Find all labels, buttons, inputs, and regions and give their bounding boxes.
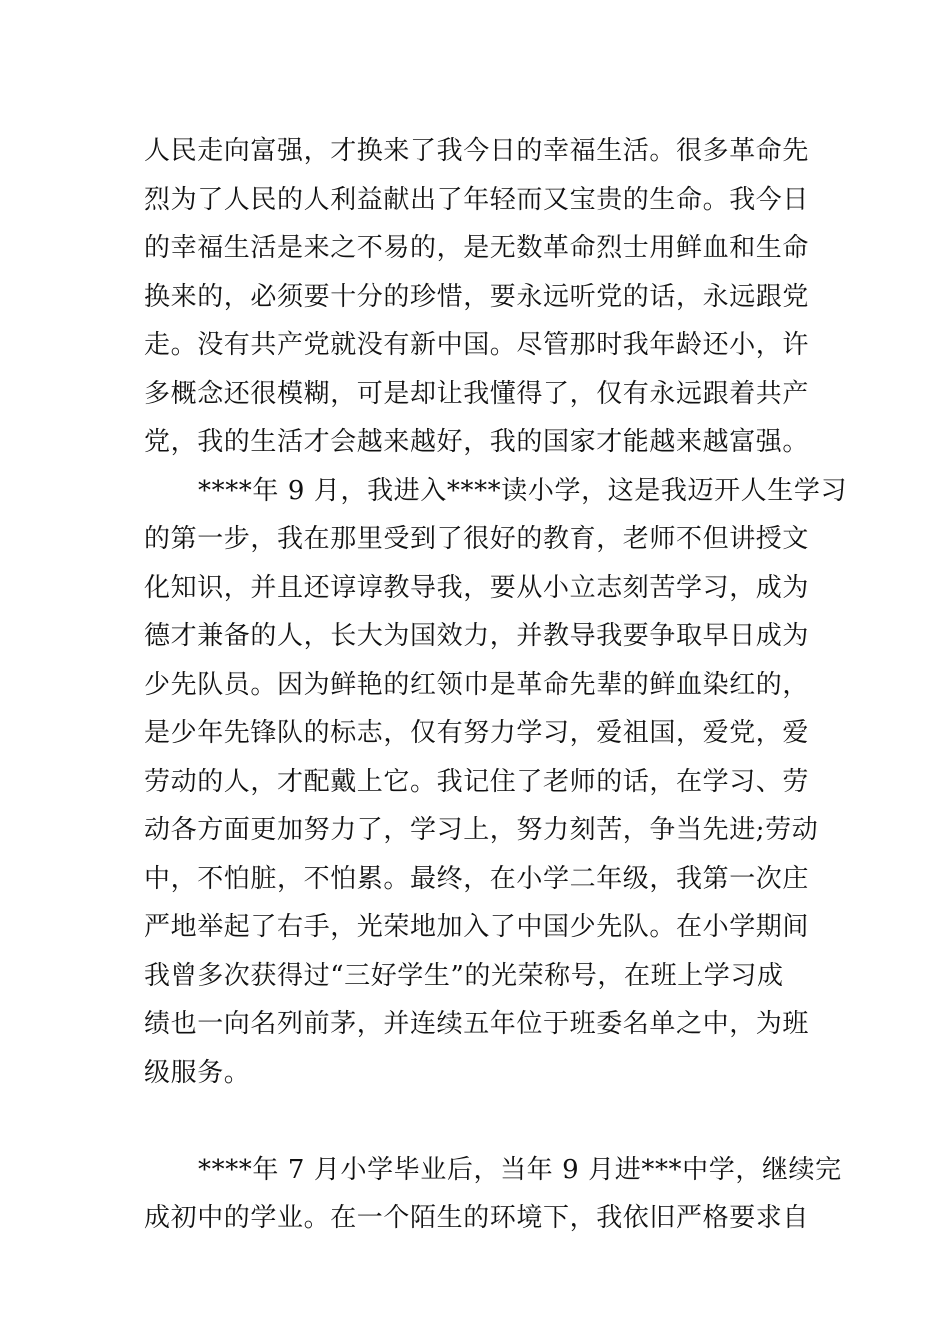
text-line: 少先队员。因为鲜艳的红领巾是革命先辈的鲜血染红的，	[144, 669, 810, 700]
text-line: 我曾多次获得过“三好学生”的光荣称号，在班上学习成	[144, 960, 784, 991]
text-line: 烈为了人民的人利益献出了年轻而又宝贵的生命。我今日	[144, 184, 810, 215]
text-line: 化知识，并且还谆谆教导我，要从小立志刻苦学习，成为	[144, 572, 810, 603]
text-line: 的第一步，我在那里受到了很好的教育，老师不但讲授文	[144, 524, 810, 554]
text-line: 多概念还很模糊，可是却让我懂得了，仅有永远跟着共产	[144, 378, 810, 409]
text-line: ****年 9 月，我进入****读小学，这是我迈开人生学习	[198, 475, 848, 506]
text-line: ****年 7 月小学毕业后，当年 9 月进***中学，继续完	[198, 1154, 842, 1185]
text-line	[144, 1097, 809, 1146]
paragraph	[144, 467, 848, 1146]
paragraph	[144, 127, 809, 467]
text-line: 人民走向富强，才换来了我今日的幸福生活。很多革命先	[144, 136, 810, 166]
text-line: 的幸福生活是来之不易的，是无数革命烈士用鲜血和生命	[144, 233, 810, 263]
text-line: 劳动的人，才配戴上它。我记住了老师的话，在学习、劳	[144, 766, 810, 797]
text-line: 绩也一向名列前茅，并连续五年位于班委名单之中，为班	[144, 1009, 810, 1039]
text-line: 是少年先锋队的标志，仅有努力学习，爱祖国，爱党，爱	[144, 718, 810, 748]
text-line: 中，不怕脏，不怕累。最终，在小学二年级，我第一次庄	[144, 863, 810, 894]
text-line: 换来的，必须要十分的珍惜，要永远听党的话，永远跟党	[144, 281, 810, 312]
document-body	[144, 127, 848, 1243]
text-line: 级服务。	[144, 1057, 251, 1088]
text-line: 党，我的生活才会越来越好，我的国家才能越来越富强。	[144, 427, 810, 457]
text-line: 动各方面更加努力了，学习上，努力刻苦，争当先进;劳动	[144, 815, 819, 845]
text-line: 成初中的学业。在一个陌生的环境下，我依旧严格要求自	[144, 1203, 810, 1233]
text-line: 严地举起了右手，光荣地加入了中国少先队。在小学期间	[144, 912, 810, 942]
paragraph	[144, 1146, 842, 1243]
text-line: 德才兼备的人，长大为国效力，并教导我要争取早日成为	[144, 621, 810, 651]
text-line: 走。没有共产党就没有新中国。尽管那时我年龄还小，许	[144, 330, 810, 360]
